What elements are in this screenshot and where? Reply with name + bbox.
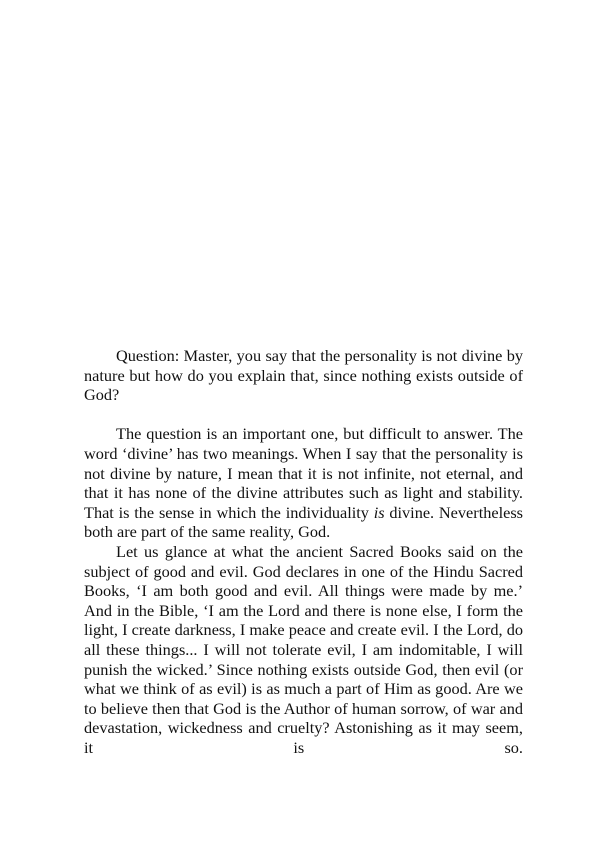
answer-text-end: divine. Nevertheless both are part of the same reality, God. (84, 502, 524, 542)
sacred-books-paragraph: Let us glance at what the ancient Sacred Books said on the subject of good and evil. God declares in one of the Hindu Sacred Books, ‘I am both good and evil. All things were made by me.’ And in the Bible, ‘I am the Lord and there is none else, I form the light, I create darkness, I make peace and create evil. I the Lord, do all these things... I will not tolerate evil, I am indomitable, I will punish the wicked.’ Since nothing exists outside God, then evil (or what we think of as evil) is as much a part of Him as good. Are we to believe then that God is the Author of human sorrow, of war and devastation, wickedness and cruelty? Astonishing as it may seem, it is so. (84, 541, 523, 757)
answer-paragraph (84, 424, 523, 542)
answer-emphasis: is (373, 502, 385, 522)
body-text (84, 346, 523, 757)
answer-text-start: The question is an important one, but difficult to answer. The word ‘divine’ has two meanings. When I say that the personality is not divine by nature, I mean that it is not infinite, not eternal, and that it has none of the divine attributes such as light and stability. That is the sense in which the individuality (84, 424, 523, 522)
question-paragraph: Question: Master, you say that the personality is not divine by nature but how do you explain that, since nothing exists outside of God? (84, 346, 523, 405)
